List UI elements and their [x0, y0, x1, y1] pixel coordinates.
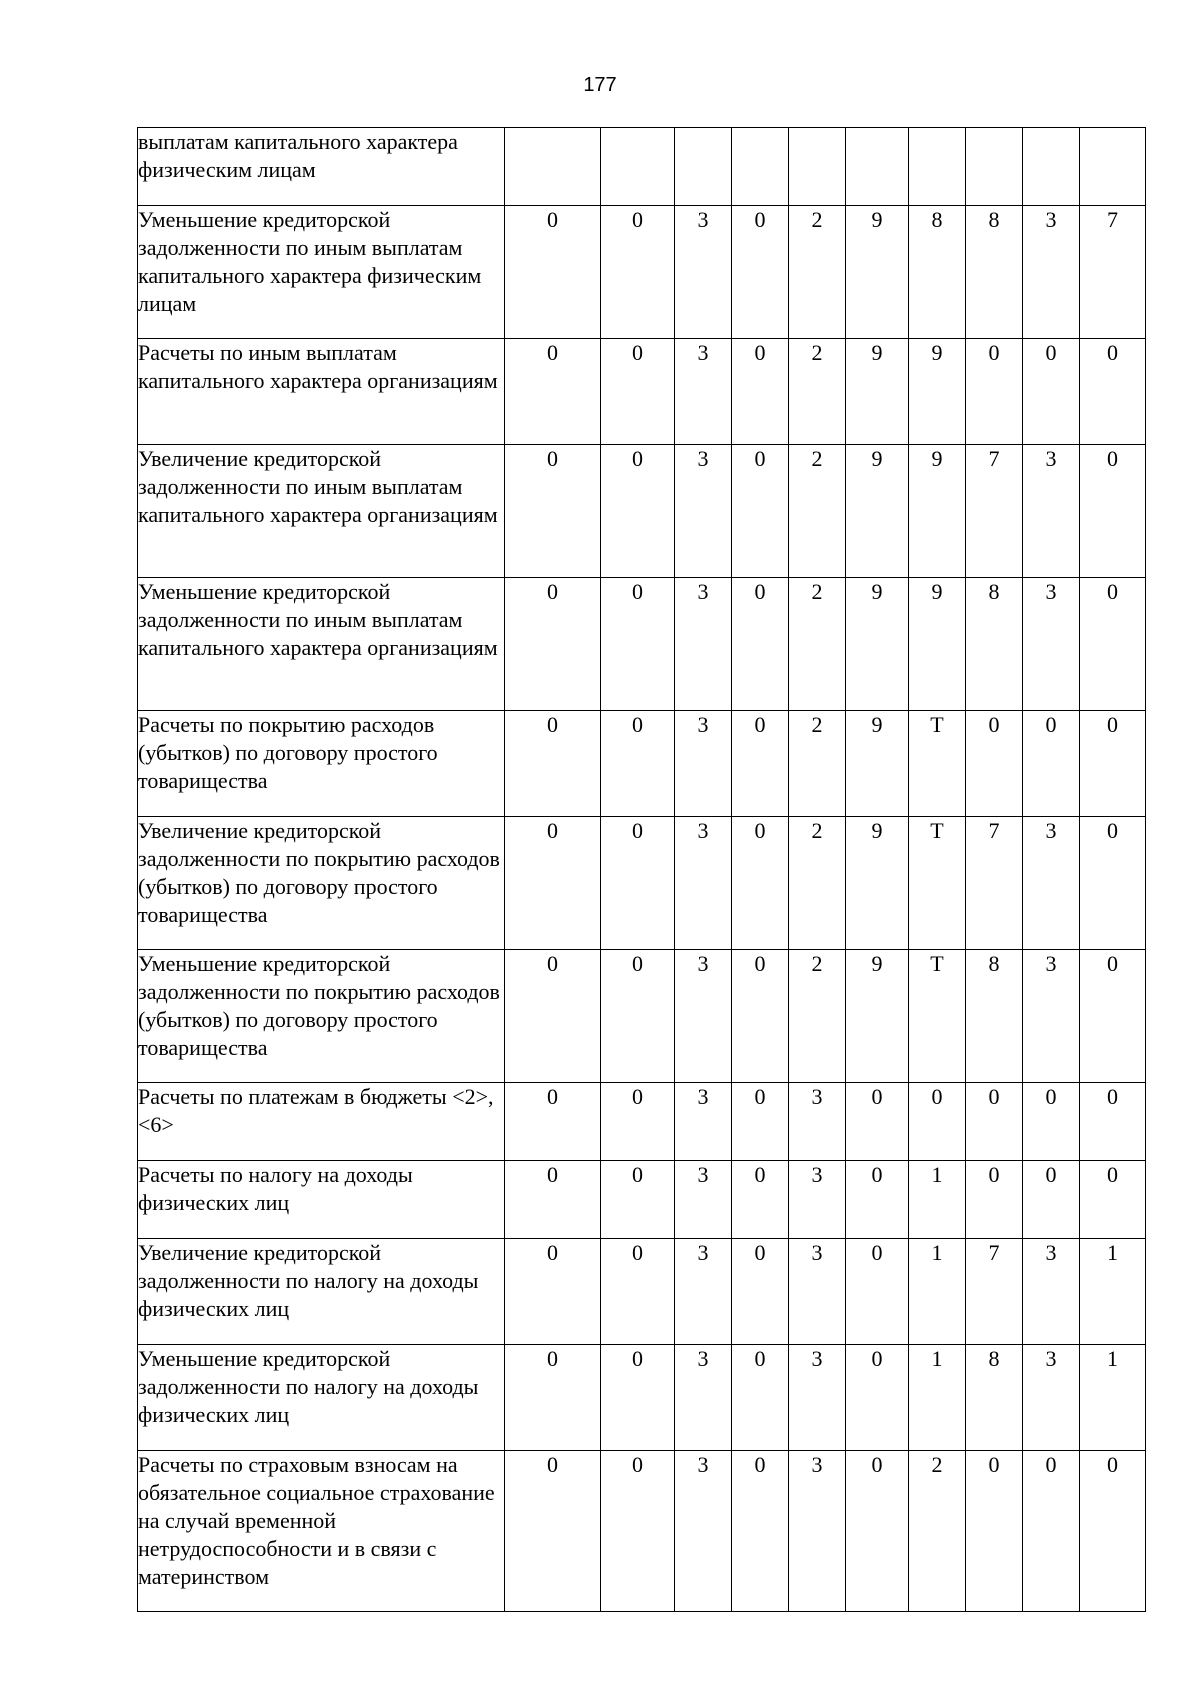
- code-digit-1: 0: [505, 1345, 601, 1451]
- table-row: [138, 711, 1146, 817]
- code-digit-5: 2: [789, 206, 846, 339]
- table-row: [138, 950, 1146, 1083]
- code-digit-3: 3: [675, 578, 732, 711]
- code-digit-8: 7: [966, 1239, 1023, 1345]
- row-description: Расчеты по покрытию расходов (убытков) по договору простого товарищества: [138, 711, 505, 817]
- code-digit-8: 8: [966, 1345, 1023, 1451]
- row-description: Расчеты по страховым взносам на обязательное социальное страхование на случай временной нетрудоспособности и в связи с материнством: [138, 1451, 505, 1612]
- code-digit-7: 0: [909, 1083, 966, 1161]
- code-digit-7: 1: [909, 1239, 966, 1345]
- page-number: 177: [583, 74, 617, 96]
- code-digit-6: 9: [846, 206, 909, 339]
- code-digit-4: 0: [732, 445, 789, 578]
- code-digit-10: 0: [1080, 339, 1146, 445]
- code-digit-9: [1023, 128, 1080, 206]
- code-digit-5: 3: [789, 1161, 846, 1239]
- table-row: [138, 339, 1146, 445]
- code-digit-4: 0: [732, 206, 789, 339]
- code-digit-3: [675, 128, 732, 206]
- code-digit-7: 1: [909, 1345, 966, 1451]
- row-description: Увеличение кредиторской задолженности по покрытию расходов (убытков) по договору простого товарищества: [138, 817, 505, 950]
- code-digit-8: 7: [966, 817, 1023, 950]
- table-body: [138, 128, 1146, 1612]
- code-digit-6: 0: [846, 1083, 909, 1161]
- table-row: [138, 1451, 1146, 1612]
- code-digit-10: 0: [1080, 1451, 1146, 1612]
- code-digit-10: [1080, 128, 1146, 206]
- code-digit-7: 8: [909, 206, 966, 339]
- code-digit-6: 9: [846, 339, 909, 445]
- row-description: Расчеты по иным выплатам капитального характера организациям: [138, 339, 505, 445]
- code-digit-4: 0: [732, 1451, 789, 1612]
- code-digit-4: 0: [732, 1239, 789, 1345]
- table-row: [138, 1345, 1146, 1451]
- code-digit-1: 0: [505, 1239, 601, 1345]
- code-digit-4: [732, 128, 789, 206]
- code-digit-4: 0: [732, 578, 789, 711]
- code-digit-9: 0: [1023, 1083, 1080, 1161]
- code-digit-9: 3: [1023, 1239, 1080, 1345]
- code-digit-2: 0: [601, 578, 675, 711]
- code-digit-8: 0: [966, 1083, 1023, 1161]
- code-digit-5: 3: [789, 1239, 846, 1345]
- code-digit-6: 9: [846, 445, 909, 578]
- code-digit-9: 0: [1023, 1451, 1080, 1612]
- code-digit-3: 3: [675, 817, 732, 950]
- code-digit-2: 0: [601, 817, 675, 950]
- code-digit-9: 0: [1023, 339, 1080, 445]
- code-digit-7: 9: [909, 445, 966, 578]
- code-digit-5: 3: [789, 1083, 846, 1161]
- code-digit-1: 0: [505, 1161, 601, 1239]
- row-description: Уменьшение кредиторской задолженности по покрытию расходов (убытков) по договору простого товарищества: [138, 950, 505, 1083]
- code-digit-10: 1: [1080, 1239, 1146, 1345]
- table-row: [138, 1083, 1146, 1161]
- code-digit-6: [846, 128, 909, 206]
- code-digit-9: 3: [1023, 950, 1080, 1083]
- row-description: Увеличение кредиторской задолженности по налогу на доходы физических лиц: [138, 1239, 505, 1345]
- table-row: [138, 817, 1146, 950]
- code-digit-2: 0: [601, 1451, 675, 1612]
- code-digit-5: 3: [789, 1345, 846, 1451]
- code-digit-1: 0: [505, 711, 601, 817]
- code-digit-8: 8: [966, 950, 1023, 1083]
- code-digit-10: 1: [1080, 1345, 1146, 1451]
- code-digit-5: 2: [789, 578, 846, 711]
- code-digit-10: 7: [1080, 206, 1146, 339]
- table-row: [138, 206, 1146, 339]
- code-digit-2: [601, 128, 675, 206]
- code-digit-4: 0: [732, 711, 789, 817]
- code-digit-2: 0: [601, 1239, 675, 1345]
- code-digit-8: 7: [966, 445, 1023, 578]
- code-digit-1: 0: [505, 950, 601, 1083]
- code-digit-6: 0: [846, 1345, 909, 1451]
- code-digit-6: 9: [846, 817, 909, 950]
- code-digit-3: 3: [675, 206, 732, 339]
- code-digit-10: 0: [1080, 1161, 1146, 1239]
- code-digit-9: 0: [1023, 711, 1080, 817]
- code-digit-7: 1: [909, 1161, 966, 1239]
- code-digit-7: [909, 128, 966, 206]
- table-row: [138, 445, 1146, 578]
- table-row: [138, 128, 1146, 206]
- code-digit-5: 3: [789, 1451, 846, 1612]
- code-digit-2: 0: [601, 711, 675, 817]
- code-digit-1: [505, 128, 601, 206]
- table-row: [138, 1239, 1146, 1345]
- code-digit-5: 2: [789, 711, 846, 817]
- code-digit-2: 0: [601, 1345, 675, 1451]
- code-digit-6: 9: [846, 950, 909, 1083]
- code-digit-4: 0: [732, 950, 789, 1083]
- row-description: Уменьшение кредиторской задолженности по иным выплатам капитального характера организациям: [138, 578, 505, 711]
- code-digit-8: 0: [966, 1161, 1023, 1239]
- code-digit-6: 0: [846, 1451, 909, 1612]
- code-digit-4: 0: [732, 817, 789, 950]
- code-digit-6: 9: [846, 711, 909, 817]
- code-digit-7: Т: [909, 711, 966, 817]
- code-digit-3: 3: [675, 950, 732, 1083]
- code-digit-8: 8: [966, 206, 1023, 339]
- row-description: Расчеты по налогу на доходы физических лиц: [138, 1161, 505, 1239]
- code-digit-7: Т: [909, 817, 966, 950]
- code-digit-3: 3: [675, 1451, 732, 1612]
- code-digit-2: 0: [601, 445, 675, 578]
- code-digit-8: [966, 128, 1023, 206]
- code-digit-4: 0: [732, 1083, 789, 1161]
- account-codes-table: [137, 127, 1146, 1612]
- table-row: [138, 1161, 1146, 1239]
- code-digit-4: 0: [732, 339, 789, 445]
- code-digit-1: 0: [505, 817, 601, 950]
- code-digit-1: 0: [505, 206, 601, 339]
- code-digit-10: 0: [1080, 950, 1146, 1083]
- code-digit-5: 2: [789, 817, 846, 950]
- code-digit-9: 3: [1023, 578, 1080, 711]
- row-description: Уменьшение кредиторской задолженности по иным выплатам капитального характера физическим лицам: [138, 206, 505, 339]
- code-digit-1: 0: [505, 1083, 601, 1161]
- code-digit-3: 3: [675, 1083, 732, 1161]
- code-digit-10: 0: [1080, 578, 1146, 711]
- code-digit-9: 3: [1023, 1345, 1080, 1451]
- code-digit-1: 0: [505, 1451, 601, 1612]
- code-digit-10: 0: [1080, 711, 1146, 817]
- row-description: Увеличение кредиторской задолженности по иным выплатам капитального характера организациям: [138, 445, 505, 578]
- code-digit-7: Т: [909, 950, 966, 1083]
- code-digit-3: 3: [675, 1345, 732, 1451]
- code-digit-6: 0: [846, 1161, 909, 1239]
- code-digit-3: 3: [675, 445, 732, 578]
- row-description: Расчеты по платежам в бюджеты <2>, <6>: [138, 1083, 505, 1161]
- code-digit-2: 0: [601, 206, 675, 339]
- code-digit-9: 3: [1023, 817, 1080, 950]
- code-digit-6: 9: [846, 578, 909, 711]
- code-digit-2: 0: [601, 950, 675, 1083]
- code-digit-9: 3: [1023, 206, 1080, 339]
- code-digit-1: 0: [505, 445, 601, 578]
- code-digit-5: [789, 128, 846, 206]
- code-digit-9: 0: [1023, 1161, 1080, 1239]
- code-digit-2: 0: [601, 339, 675, 445]
- code-digit-4: 0: [732, 1345, 789, 1451]
- code-digit-8: 0: [966, 711, 1023, 817]
- code-digit-5: 2: [789, 950, 846, 1083]
- code-digit-5: 2: [789, 339, 846, 445]
- code-digit-9: 3: [1023, 445, 1080, 578]
- code-digit-10: 0: [1080, 1083, 1146, 1161]
- row-description: Уменьшение кредиторской задолженности по налогу на доходы физических лиц: [138, 1345, 505, 1451]
- code-digit-10: 0: [1080, 817, 1146, 950]
- code-digit-2: 0: [601, 1083, 675, 1161]
- code-digit-7: 9: [909, 339, 966, 445]
- code-digit-3: 3: [675, 1239, 732, 1345]
- code-digit-3: 3: [675, 1161, 732, 1239]
- code-digit-6: 0: [846, 1239, 909, 1345]
- code-digit-8: 0: [966, 339, 1023, 445]
- code-digit-8: 0: [966, 1451, 1023, 1612]
- code-digit-1: 0: [505, 339, 601, 445]
- table-row: [138, 578, 1146, 711]
- code-digit-4: 0: [732, 1161, 789, 1239]
- code-digit-3: 3: [675, 339, 732, 445]
- code-digit-2: 0: [601, 1161, 675, 1239]
- code-digit-7: 2: [909, 1451, 966, 1612]
- code-digit-3: 3: [675, 711, 732, 817]
- code-digit-8: 8: [966, 578, 1023, 711]
- row-description: выплатам капитального характера физическим лицам: [138, 128, 505, 206]
- code-digit-5: 2: [789, 445, 846, 578]
- code-digit-10: 0: [1080, 445, 1146, 578]
- code-digit-7: 9: [909, 578, 966, 711]
- code-digit-1: 0: [505, 578, 601, 711]
